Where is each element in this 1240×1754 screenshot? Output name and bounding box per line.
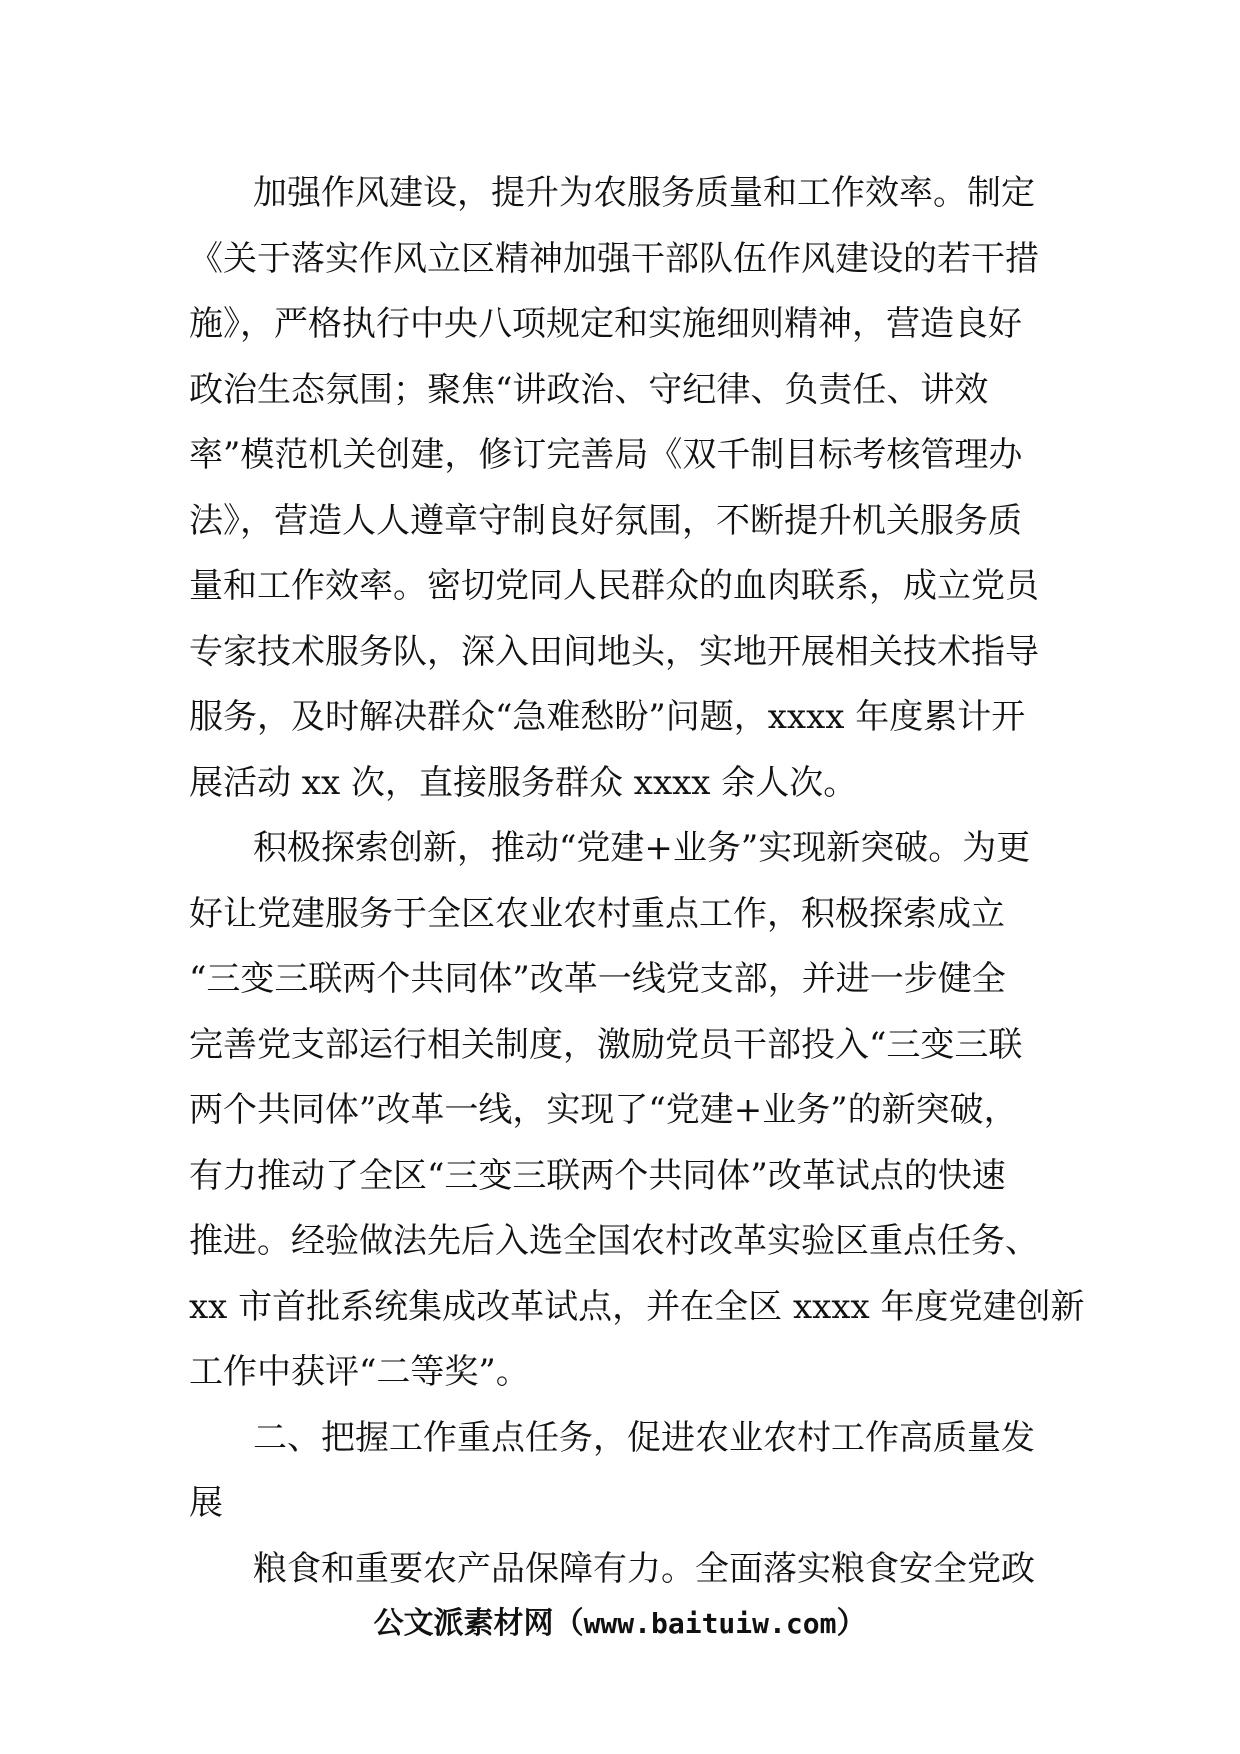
paragraph-1-line-10: 展活动 xx 次，直接服务群众 xxxx 余人次。 — [189, 762, 858, 803]
paragraph-1-line-5: 率”模范机关创建，修订完善局《双千制目标考核管理办 — [189, 435, 1023, 475]
footer-close-paren: ） — [836, 1606, 867, 1641]
section-heading-line-2: 展 — [189, 1483, 223, 1523]
paragraph-1-line-2: 《关于落实作风立区精神加强干部队伍作风建设的若干措 — [189, 238, 1039, 279]
paragraph-1-line-8: 专家技术服务队，深入田间地头，实地开展相关技术指导 — [189, 631, 1039, 672]
footer-site-name: 公文派素材网 — [373, 1606, 554, 1641]
paragraph-2-line-4: 完善党支部运行相关制度，激励党员干部投入“三变三联 — [189, 1024, 1023, 1065]
paragraph-2-line-3: “三变三联两个共同体”改革一线党支部，并进一步健全 — [189, 959, 1006, 999]
paragraph-1-line-3: 施》，严格执行中央八项规定和实施细则精神，营造良好 — [189, 304, 1022, 344]
paragraph-1-line-4: 政治生态氛围；聚焦“讲政治、守纪律、负责任、讲效 — [189, 369, 989, 410]
footer-watermark — [0, 1604, 1240, 1644]
paragraph-1-line-6: 法》，营造人人遵章守制良好氛围，不断提升机关服务质 — [189, 500, 1022, 541]
section-heading-line-1: 二、把握工作重点任务，促进农业农村工作高质量发 — [253, 1417, 1035, 1458]
footer-open-paren: （ — [553, 1606, 584, 1641]
paragraph-1-line-9: 服务，及时解决群众“急难愁盼”问题，xxxx 年度累计开 — [189, 697, 1026, 737]
paragraph-1-line-1: 加强作风建设，提升为农服务质量和工作效率。制定 — [253, 173, 1035, 213]
paragraph-3-line-1: 粮食和重要农产品保障有力。全面落实粮食安全党政 — [253, 1548, 1035, 1589]
paragraph-2-line-8: xx 市首批系统集成改革试点，并在全区 xxxx 年度党建创新 — [189, 1286, 1085, 1327]
paragraph-2-line-7: 推进。经验做法先后入选全国农村改革实验区重点任务、 — [189, 1221, 1039, 1261]
paragraph-2-line-6: 有力推动了全区“三变三联两个共同体”改革试点的快速 — [189, 1155, 1006, 1196]
paragraph-1-line-7: 量和工作效率。密切党同人民群众的血肉联系，成立党员 — [189, 566, 1039, 606]
paragraph-2-line-9: 工作中获评“二等奖”。 — [189, 1352, 530, 1392]
document-body — [189, 161, 1085, 1602]
paragraph-2-line-2: 好让党建服务于全区农业农村重点工作，积极探索成立 — [189, 893, 1005, 934]
paragraph-2-line-1: 积极探索创新，推动“党建+业务”实现新突破。为更 — [253, 828, 1031, 868]
footer-url-link[interactable]: www.baituiw.com — [583, 1607, 837, 1640]
paragraph-2-line-5: 两个共同体”改革一线，实现了“党建+业务”的新突破， — [189, 1090, 1018, 1130]
